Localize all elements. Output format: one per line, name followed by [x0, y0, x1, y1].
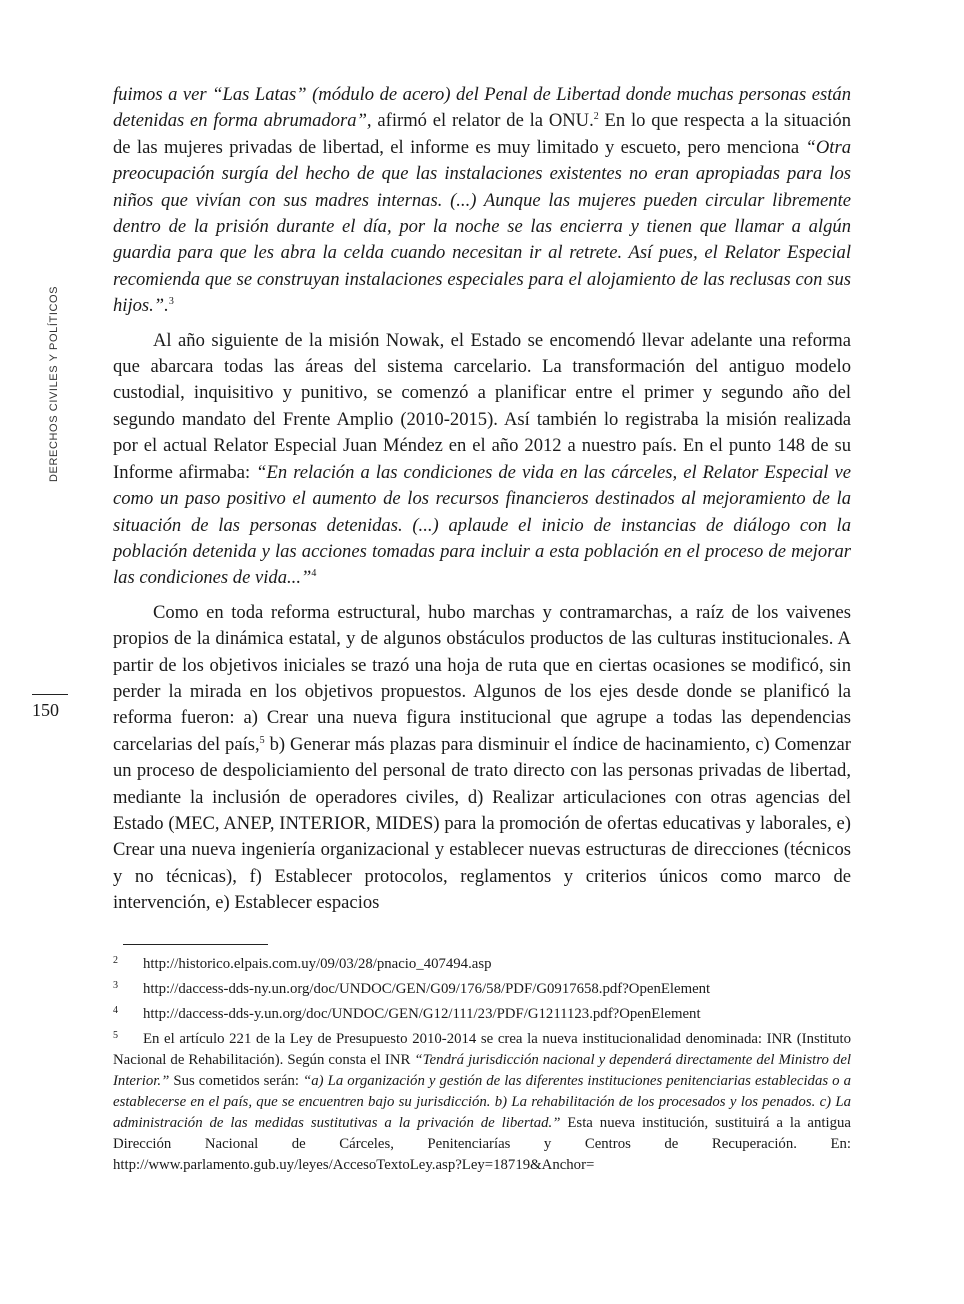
footnote-4: [113, 1000, 851, 1025]
text: Esta nueva institución, sustituirá a la antigua Dirección Nacional de Cárceles, Penitenciarías y Centros de Recuperación. En: http://www.parlamento.gub.uy/leyes/AccesoTextoLey.asp?Ley=18719&Anchor=: [113, 1115, 851, 1173]
paragraph-1: [113, 82, 851, 320]
footnote-number: 4: [113, 1005, 118, 1016]
quote: “a) La organización y gestión de las diferentes instituciones penitenciarias establecidas o a establecerse en el país, que se encuentren bajo su jurisdicción. b) La rehabilitación de los procesados y los penados. c) La administración de las medidas sustitutivas a la privación de libertad.”: [113, 1073, 851, 1131]
text: b) Generar más plazas para disminuir el índice de hacinamiento, c) Comenzar un proceso de despoliciamiento del personal de trato directo con las personas privadas de libertad, mediante la inclusión de operadores civiles, d) Realizar articulaciones con otras agencias del Estado (MEC, ANEP, INTERIOR, MIDES) para la promoción de ofertas educativas y laborales, e) Crear una nueva ingeniería organizacional y establecer nuevas estructuras de direcciones (técnicos y no técnicas), f) Establecer protocolos, reglamentos y criterios únicos como marco de intervención, e) Establecer espacios: [113, 733, 851, 914]
paragraph-3: [113, 600, 851, 917]
quote: “Otra preocupación surgía del hecho de que las instalaciones existentes no eran apropiadas para los niños que vivían con sus madres internas. (...) Aunque las mujeres pueden circular libremente dentro de la prisión durante el día, por la noche se las encierra y tienen que llamar a algún guardia para que les abra la celda cuando necesitan ir al retrete. Así pues, el Relator Especial recomienda que se construyan instalaciones especiales para el alojamiento de las reclusas con sus hijos.”.: [113, 136, 851, 317]
footnote-number: 5: [113, 1030, 118, 1041]
page-number: 150: [32, 700, 59, 720]
text: Sus cometidos serán:: [169, 1073, 304, 1089]
footnote-link[interactable]: http://daccess-dds-ny.un.org/doc/UNDOC/GEN/G09/176/58/PDF/G0917658.pdf?OpenElement: [143, 981, 711, 997]
footnote-2: [113, 950, 851, 975]
footnote-link[interactable]: http://daccess-dds-y.un.org/doc/UNDOC/GEN/G12/111/23/PDF/G1211123.pdf?OpenElement: [143, 1006, 701, 1022]
footnote-ref[interactable]: 4: [311, 568, 317, 580]
text: En lo que respecta a la situación de las mujeres privadas de libertad, el informe es muy limitado y escueto, pero menciona: [113, 110, 851, 158]
text: afirmó el relator de la ONU.: [371, 110, 594, 132]
footnote-ref[interactable]: 2: [593, 111, 599, 123]
text: Como en toda reforma estructural, hubo marchas y contramarchas, a raíz de los vaivenes propios de la dinámica estatal, y de algunos obstáculos productos de las culturas institucionales. A partir de los objetivos iniciales se trazó una hoja de ruta que en ciertas ocasiones se modificó, sin perder la mirada en los objetivos propuestos. Algunos de los ejes desde donde se planificó la reforma fueron: a) Crear una nueva figura institucional que agrupe a todas las dependencias carcelarias del país,: [113, 601, 851, 755]
footnote-5: [113, 1025, 851, 1176]
footnote-link[interactable]: http://historico.elpais.com.uy/09/03/28/pnacio_407494.asp: [143, 956, 492, 972]
footnote-number: 2: [113, 955, 118, 966]
text: Al año siguiente de la misión Nowak, el Estado se encomendó llevar adelante una reforma que abarcara todas las áreas del sistema carcelario. La transformación del antiguo modelo custodial, inquisitivo y punitivo, se comenzó a planificar entre el primer y segundo año del segundo mandato del Frente Amplio (2010-2015). Así también lo registraba la misión realizada por el actual Relator Especial Juan Méndez en el año 2012 a nuestro país. En el punto 148 de su Informe afirmaba:: [113, 329, 851, 483]
quote: “En relación a las condiciones de vida en las cárceles, el Relator Especial ve como un paso positivo el aumento de los recursos financieros destinados al mejoramiento de la situación de las personas detenidas. (...) aplaude el inicio de instancias de diálogo con la población detenida y las acciones tomadas para incluir a esta población en el proceso de mejorar las condiciones de vida...”: [113, 461, 851, 589]
body-text: [113, 82, 851, 925]
quote: fuimos a ver “Las Latas” (módulo de acero) del Penal de Libertad donde muchas personas están detenidas en forma abrumadora”,: [113, 84, 851, 132]
footnote-ref[interactable]: 5: [259, 734, 265, 746]
footnote-3: [113, 975, 851, 1000]
footnote-number: 3: [113, 980, 118, 991]
page-number-rule: [32, 694, 68, 695]
footnotes: [113, 950, 851, 1176]
paragraph-2: [113, 328, 851, 592]
running-header-section: DERECHOS CIVILES Y POLÍTICOS: [48, 285, 60, 482]
footnote-ref[interactable]: 3: [168, 296, 174, 308]
text: En el artículo 221 de la Ley de Presupuesto 2010-2014 se crea la nueva institucionalidad denominada: INR (Instituto Nacional de Rehabilitación). Según consta el INR: [113, 1031, 851, 1068]
quote: “Tendrá jurisdicción nacional y dependerá directamente del Ministro del Interior.”: [113, 1052, 852, 1089]
footnote-separator: [123, 944, 268, 945]
